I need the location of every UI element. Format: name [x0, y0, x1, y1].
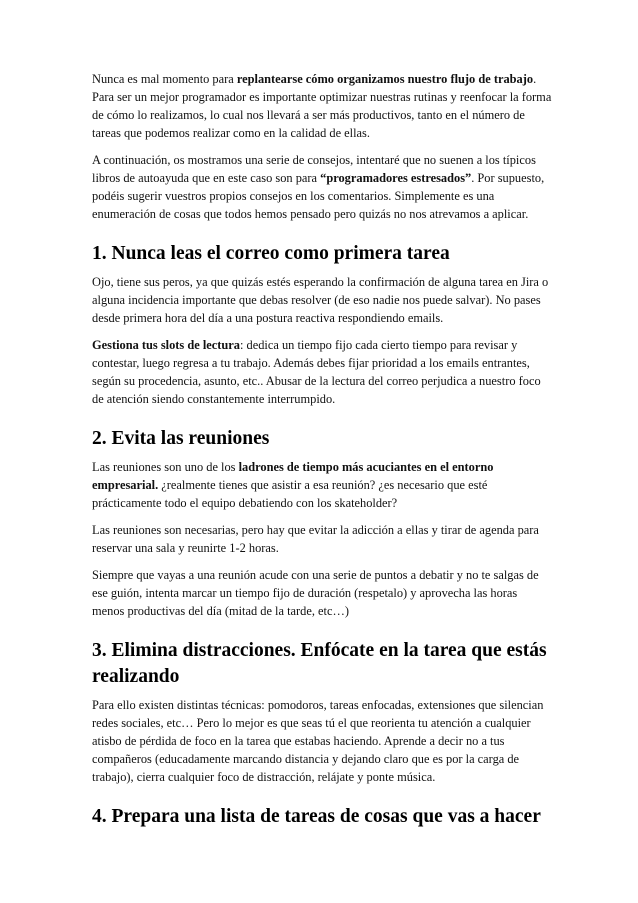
- section-1-paragraph-2: Gestiona tus slots de lectura: dedica un tiempo fijo cada cierto tiempo para revisar y contestar, luego regresa a tu trabajo. Además debes fijar prioridad a los emails entrantes, según su procedencia, asunto, etc.. Abusar de la lectura del correo perjudica a nuestro foco de atención siendo constantemente interrumpido.: [92, 338, 541, 406]
- section-3-paragraph-1: Para ello existen distintas técnicas: pomodoros, tareas enfocadas, extensiones que silencian redes sociales, etc… Pero lo mejor es que seas tú el que reorienta tu atención a cualquier atisbo de pérdida de foco en la tarea que estabas haciendo. Aprende a decir no a tus compañeros (educadamente marcando distancia y dejando claro que es por la carga de trabajo), cierra cualquier foco de distracción, relájate y ponte música.: [92, 698, 544, 784]
- section-2-paragraph-1: Las reuniones son uno de los ladrones de tiempo más acuciantes en el entorno empresarial. ¿realmente tienes que asistir a esa reunión? ¿es necesario que esté prácticamente todo el equipo debatiendo con los skateholder?: [92, 460, 494, 510]
- section-2-heading: 2. Evita las reuniones: [92, 428, 270, 449]
- bold-phrase: “programadores estresados”: [320, 171, 472, 185]
- bold-phrase: replantearse cómo organizamos nuestro flujo de trabajo: [236, 72, 534, 86]
- intro-paragraph-1: Nunca es mal momento para replantearse cómo organizamos nuestro flujo de trabajo. Para ser un mejor programador es importante optimizar nuestras rutinas y reenfocar la forma de cómo lo realizamos, lo cual nos llevará a ser más productivos, tanto en el número de tareas que podemos realizar como en la calidad de ellas.: [92, 72, 552, 140]
- section-4-heading: 4. Prepara una lista de tareas de cosas que vas a hacer: [92, 806, 541, 827]
- section-1-paragraph-1: Ojo, tiene sus peros, ya que quizás estés esperando la confirmación de alguna tarea en Jira o alguna incidencia importante que debas resolver (de eso nadie nos puede salvar). No pases desde primera hora del día a una postura reactiva respondiendo emails.: [92, 275, 549, 325]
- section-2-paragraph-3: Siempre que vayas a una reunión acude con una serie de puntos a debatir y no te salgas de ese guión, intenta marcar un tiempo fijo de duración (respetalo) y aprovecha las horas menos productivas del día (mitad de la tarde, etc…): [92, 568, 539, 618]
- bold-phrase: ladrones de tiempo más acuciantes en el entorno empresarial.: [92, 460, 494, 492]
- bold-phrase: Gestiona tus slots de lectura: [92, 338, 240, 352]
- section-1-heading: 1. Nunca leas el correo como primera tarea: [92, 243, 450, 264]
- document-page: [92, 70, 552, 836]
- section-2-paragraph-2: Las reuniones son necesarias, pero hay que evitar la adicción a ellas y tirar de agenda para reservar una sala y reunirte 1-2 horas.: [92, 523, 539, 555]
- section-3-heading: 3. Elimina distracciones. Enfócate en la tarea que estás realizando: [92, 640, 547, 687]
- intro-paragraph-2: A continuación, os mostramos una serie de consejos, intentaré que no suenen a los típicos libros de autoayuda que en este caso son para “programadores estresados”. Por supuesto, podéis sugerir vuestros propios consejos en los comentarios. Simplemente es una enumeración de cosas que todos hemos pensado pero quizás no nos atrevamos a aplicar.: [92, 153, 545, 221]
